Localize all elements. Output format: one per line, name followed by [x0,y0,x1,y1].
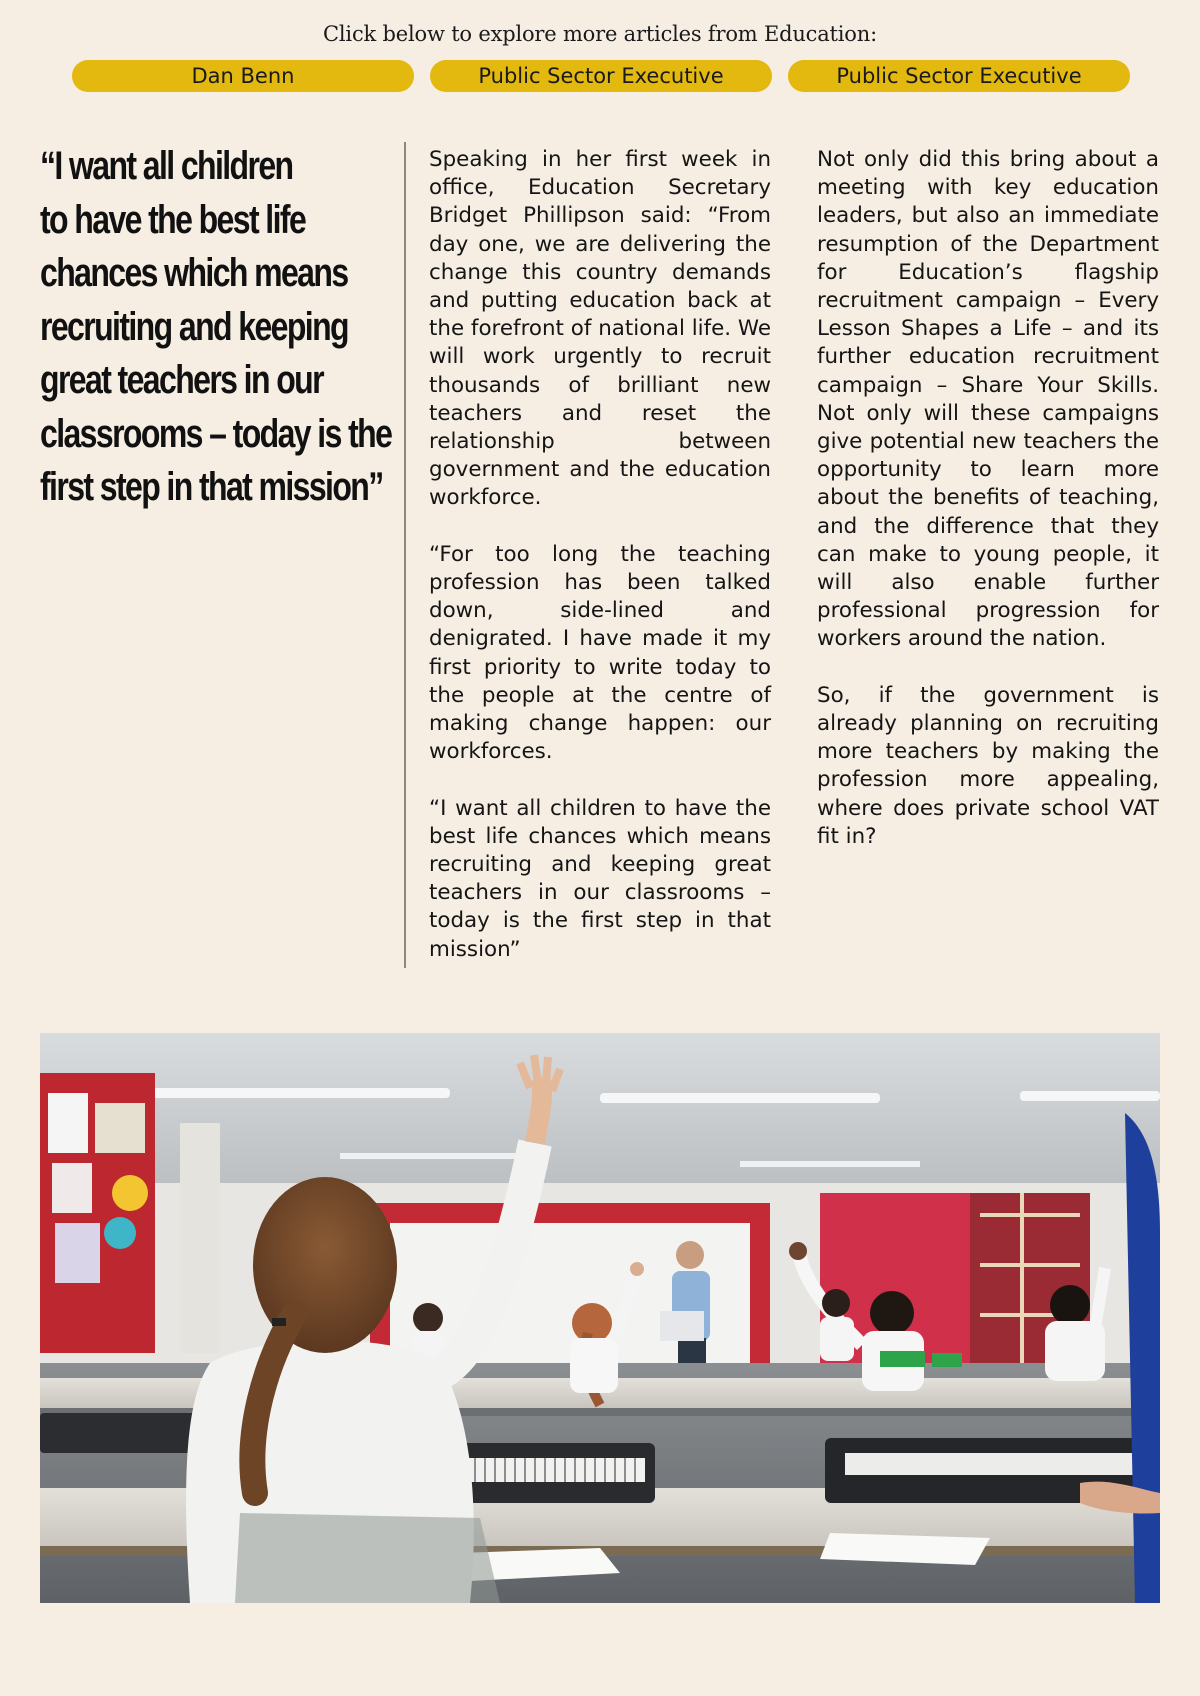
article-link-public-sector-executive-1[interactable]: Public Sector Executive [430,60,772,92]
article-link-public-sector-executive-2[interactable]: Public Sector Executive [788,60,1130,92]
article-column-2 [817,146,1159,879]
pull-quote-line: great teachers in our [40,358,323,402]
column-divider [404,142,406,968]
article-column-1 [429,146,771,992]
pull-quote-line: first step in that mission” [40,465,383,509]
pull-quote-line: recruiting and keeping [40,304,348,349]
pull-quote-line: classrooms – today is the [40,411,392,456]
classroom-photo [40,1033,1160,1603]
article-links [72,60,1130,92]
article-paragraph: “I want all children to have the best life chances which means recruiting and keeping great teachers in our classrooms – today is the first step in that mission” [429,795,771,962]
article-paragraph: Not only did this bring about a meeting with key education leaders, but also an immediate resumption of the Department for Education’s flagship recruitment campaign – Every Lesson Shapes a Life – and its further education recruitment campaign – Share Your Skills. Not only will these campaigns give potential new teachers the opportunity to learn more about the benefits of teaching, and the difference that they can make to young people, it will also enable further professional progression for workers around the nation. [817,147,1159,652]
more-articles-intro: Click below to explore more articles from Education: [323,22,877,46]
pull-quote-line: chances which means [40,251,348,295]
pull-quote [40,140,392,515]
pull-quote-line: “I want all children [40,144,293,188]
pull-quote-line: to have the best life [40,197,306,242]
article-link-dan-benn[interactable]: Dan Benn [72,60,414,92]
article-paragraph: So, if the government is already planning on recruiting more teachers by making the profession more appealing, where does private school VAT fit in? [817,682,1159,849]
article-paragraph: “For too long the teaching profession has been talked down, side-lined and denigrated. I have made it my first priority to write today to the people at the centre of making change happen: our workforces. [429,541,771,765]
article-paragraph: Speaking in her first week in office, Education Secretary Bridget Phillipson said: “From day one, we are delivering the change this country demands and putting education back at the forefront of national life. We will work urgently to recruit thousands of brilliant new teachers and reset the relationship between government and the education workforce. [429,147,771,511]
